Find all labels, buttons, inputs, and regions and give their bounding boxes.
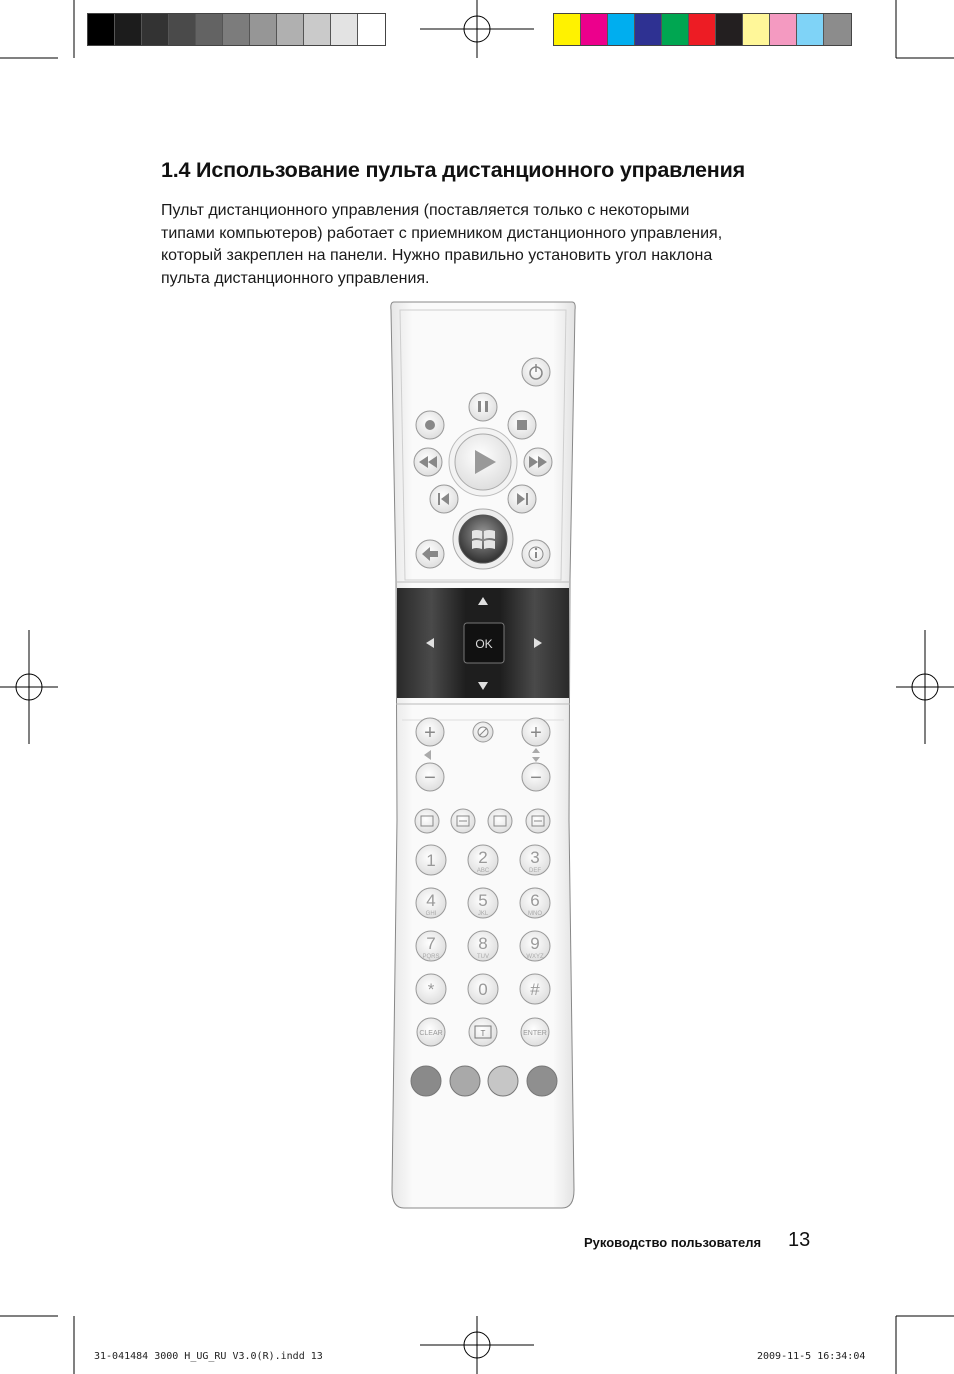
intro-line: Пульт дистанционного управления (поставляется только с некоторыми [161,202,690,219]
volume-up-button [416,718,444,746]
channel-up-label: + [530,722,542,744]
ok-label: OK [475,637,493,651]
numpad-key-7 [416,931,446,961]
ok-button [464,623,504,663]
numpad-letters: ABC [476,868,490,874]
intro-paragraph [161,200,811,290]
channel-down-label: − [530,767,542,789]
guide-button [451,809,475,833]
numpad-key-11 [468,974,498,1004]
channel-up-button [522,718,550,746]
intro-line: пульта дистанционного управления. [161,269,430,287]
numpad-key-12 [520,974,550,1004]
dvd-menu-button [526,809,550,833]
numpad-letters: JKL [477,911,489,917]
intro-line: который закреплен на панели. Нужно правильно установить угол наклона [161,247,713,264]
registration-target-right [896,630,954,744]
clear-button [417,1018,445,1046]
registration-target-left [0,630,58,744]
numpad-letters: PQRS [422,954,440,960]
play-button [449,428,517,496]
back-button [416,540,444,568]
numpad-letters: TUV [477,954,489,960]
numpad-digit: 1 [426,851,436,870]
slug-datetime: 2009-11-5 16:34:04 [757,1351,866,1362]
numpad-digit: 3 [530,848,540,867]
color-button-2 [450,1066,480,1096]
color-button-3 [488,1066,518,1096]
previous-track-button [430,485,458,513]
remote-control-illustration [388,300,578,1212]
color-button-1 [411,1066,441,1096]
numpad-digit: # [530,980,540,999]
mute-button [473,722,493,742]
color-button-4 [527,1066,557,1096]
next-track-button [508,485,536,513]
stop-button [508,411,536,439]
numpad-key-8 [468,931,498,961]
numpad-key-5 [468,888,498,918]
intro-line: типами компьютеров) работает с приемником дистанционного управления, [161,224,723,242]
page-number: 13 [788,1229,811,1251]
info-button [522,540,550,568]
page-title: 1.4 Использование пульта дистанционного управления [161,158,745,182]
enter-button [521,1018,549,1046]
numpad-digit: 7 [426,934,436,953]
live-tv-button [488,809,512,833]
numpad-digit: 2 [478,848,488,867]
numpad-letters: DEF [529,868,541,874]
numpad-digit: 5 [478,891,488,910]
numpad-key-6 [520,888,550,918]
enter-label: ENTER [523,1030,547,1037]
footer-title: Руководство пользователя [584,1235,762,1250]
numpad-key-3 [520,845,550,875]
fast-forward-button [524,448,552,476]
recorded-tv-button [415,809,439,833]
numpad-digit: * [427,980,435,999]
numpad-digit: 6 [530,891,540,910]
numpad-digit: 0 [478,980,488,999]
numpad-digit: 8 [478,934,488,953]
windows-start-button [453,509,513,569]
channel-down-button [522,763,550,791]
numpad-letters: WXYZ [526,954,544,960]
numpad-key-4 [416,888,446,918]
record-button [416,411,444,439]
volume-up-label: + [424,722,436,744]
teletext-button [469,1018,497,1046]
numpad-key-10 [416,974,446,1004]
volume-down-label: − [424,767,436,789]
numpad-key-1 [416,845,446,875]
numpad-letters: MNO [528,911,542,917]
svg-text:T: T [480,1029,486,1038]
numpad-key-2 [468,845,498,875]
rewind-button [414,448,442,476]
registration-target-top [420,0,534,58]
registration-target-bottom [420,1316,534,1374]
pause-button [469,393,497,421]
numpad-key-9 [520,931,550,961]
numpad-letters: GHI [425,911,437,917]
numpad-digit: 4 [426,891,436,910]
numpad-digit: 9 [530,934,540,953]
clear-label: CLEAR [419,1030,443,1037]
slug-file-info: 31-041484 3000 H_UG_RU V3.0(R).indd 13 [94,1351,323,1362]
volume-down-button [416,763,444,791]
power-button [522,358,550,386]
